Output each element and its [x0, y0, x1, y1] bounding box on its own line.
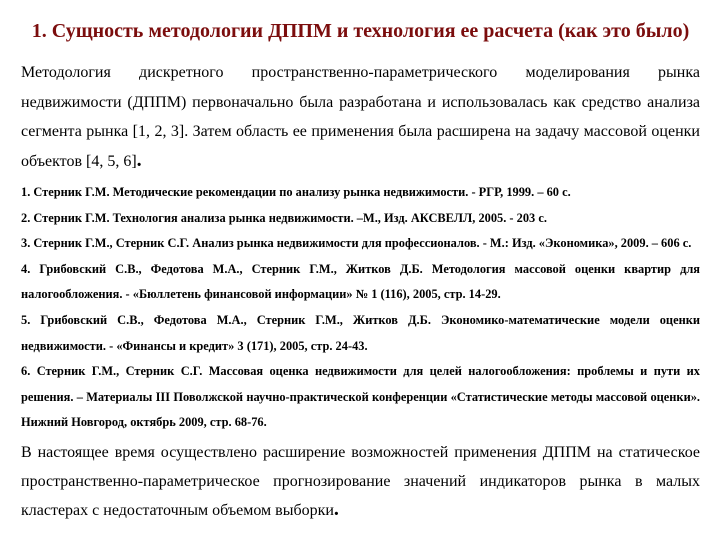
- conclusion-period: .: [333, 497, 339, 520]
- slide-title: 1. Сущность методологии ДППМ и технология ее расчета (как это было): [31, 20, 690, 42]
- reference-item: 4. Грибовский С.В., Федотова М.А., Стерник Г.М., Житков Д.Б. Методология массовой оценки квартир для налогообложения. - «Бюллетень финансовой информации» № 1 (116), 2005, стр. 14-29.: [21, 261, 700, 302]
- conclusion-paragraph: [21, 438, 700, 525]
- reference-list: [21, 180, 700, 436]
- reference-item: 6. Стерник Г.М., Стерник С.Г. Массовая оценка недвижимости для целей налогообложения: проблемы и пути их решения. – Материалы III Поволжской научно-практической конференции «Статистические методы массовой оценки». Нижний Новгород, октябрь 2009, стр. 68-76.: [21, 364, 700, 430]
- conclusion-text: В настоящее время осуществлено расширение возможностей применения ДППМ на статическое пространственно-параметрическое прогнозирование значений индикаторов рынка в малых кластерах с недостаточным объемом выборки: [21, 443, 700, 519]
- reference-item: 3. Стерник Г.М., Стерник С.Г. Анализ рынка недвижимости для профессионалов. - М.: Изд. «Экономика», 2009. – 606 с.: [21, 236, 692, 251]
- intro-paragraph: [21, 58, 700, 176]
- reference-item: 5. Грибовский С.В., Федотова М.А., Стерник Г.М., Житков Д.Б. Экономико-математические модели оценки недвижимости. - «Финансы и кредит» 3 (171), 2005, стр. 24-43.: [21, 312, 700, 353]
- intro-text: Методология дискретного пространственно-параметрического моделирования рынка недвижимости (ДППМ) первоначально была разработана и использовалась как средство анализа сегмента рынка [1, 2, 3]. Затем область ее применения была расширена на задачу массовой оценки объектов [4, 5, 6]: [21, 64, 700, 170]
- reference-item: 2. Стерник Г.М. Технология анализа рынка недвижимости. –М., Изд. АКСВЕЛЛ, 2005. - 203 с.: [21, 210, 547, 225]
- reference-item: 1. Стерник Г.М. Методические рекомендации по анализу рынка недвижимости. - РГР, 1999. – 60 с.: [21, 185, 571, 199]
- intro-period: .: [136, 148, 142, 171]
